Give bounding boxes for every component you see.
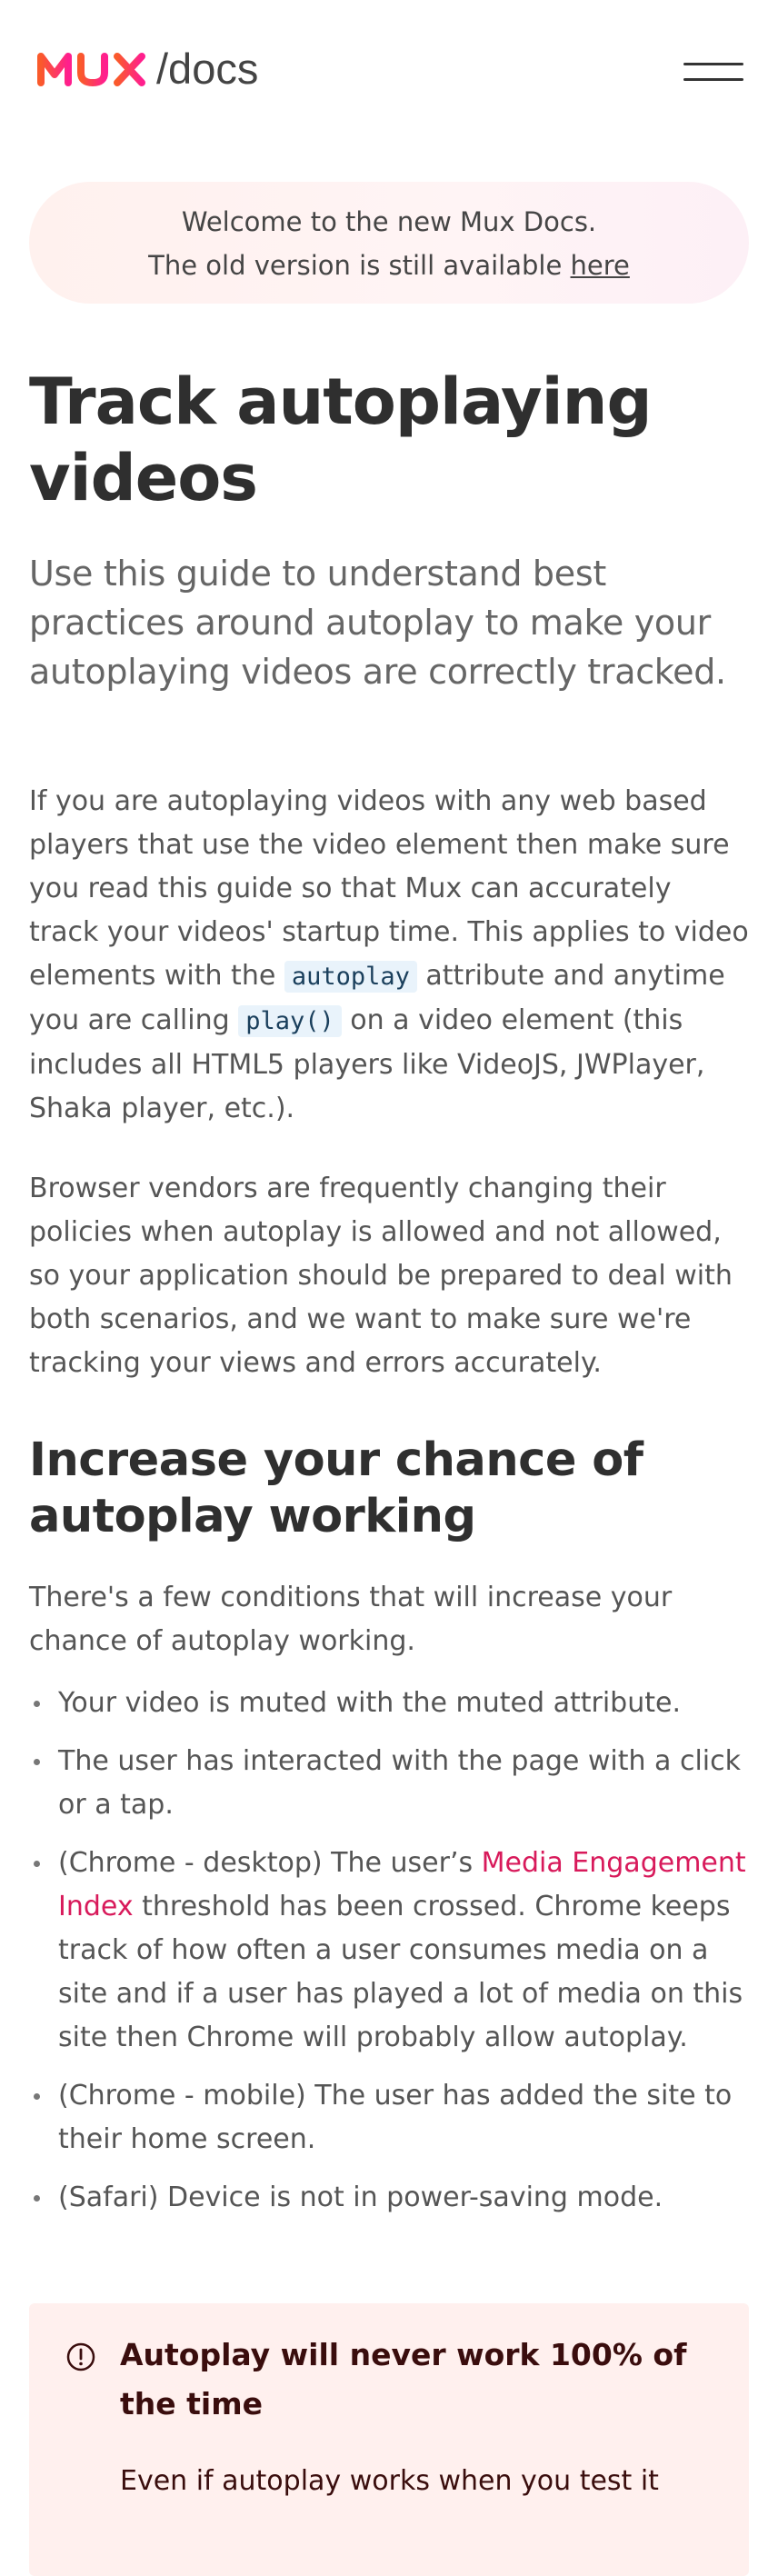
intro-text-1: If you are autoplaying videos with any web based players that use the video element then make sure you read this guide so that Mux can accurately track your videos' startup time. This applies to video elements with the [29,785,749,992]
banner-line-2 [29,244,749,287]
mux-docs-logo[interactable] [36,45,259,93]
list-item: (Safari) Device is not in power-saving mode. [58,2176,749,2220]
autoplay-conditions-list [29,1682,749,2220]
browser-policy-paragraph: Browser vendors are frequently changing their policies when autoplay is allowed and not allowed, so your application should be prepared to deal with both scenarios, and we want to make sure we're tracking your views and errors accurately. [29,1173,733,1379]
play-code: play() [238,1005,342,1037]
main-content [29,364,749,2234]
exclamation-circle-icon [65,2341,96,2372]
list-item [58,1842,749,2060]
site-header [0,0,778,145]
intro-text-2: attribute and anytime you are calling [29,960,725,1036]
list-item: The user has interacted with the page with a click or a tap. [58,1740,749,1827]
callout-title: Autoplay will never work 100% of the time [120,2337,687,2421]
section-heading: Increase your chance of autoplay working [29,1433,643,1543]
banner-line-2-text: The old version is still available [148,250,571,281]
callout-body: Even if autoplay works when you test it [120,2465,659,2497]
list-item: Your video is muted with the muted attribute. [58,1682,749,1725]
docs-label: /docs [156,45,259,93]
list-item-suffix: threshold has been crossed. Chrome keeps track of how often a user consumes media on a site and if a user has played a lot of media on this site then Chrome will probably allow autoplay. [58,1891,743,2053]
warning-callout [29,2303,749,2576]
intro-paragraph [29,780,749,1131]
new-docs-banner [29,182,749,304]
list-item-prefix: (Chrome - desktop) The user’s [58,1847,482,1879]
intro-text-3: on a video element (this includes all HTML5 players like VideoJS, JWPlayer, Shaka player, etc.). [29,1004,705,1124]
hamburger-menu-icon[interactable] [683,60,743,84]
list-item: (Chrome - mobile) The user has added the site to their home screen. [58,2074,749,2162]
page-title: Track autoplaying videos [29,364,652,515]
section-intro: There's a few conditions that will increase your chance of autoplay working. [29,1582,673,1657]
page-lead: Use this guide to understand best practices around autoplay to make your autoplaying videos are correctly tracked. [29,554,726,692]
mux-logo-mark [36,51,147,87]
old-docs-link[interactable]: here [570,250,630,281]
banner-line-1: Welcome to the new Mux Docs. [181,206,597,237]
autoplay-code: autoplay [284,961,417,993]
media-engagement-index-link[interactable]: Media Engagement Index [58,1847,746,1922]
